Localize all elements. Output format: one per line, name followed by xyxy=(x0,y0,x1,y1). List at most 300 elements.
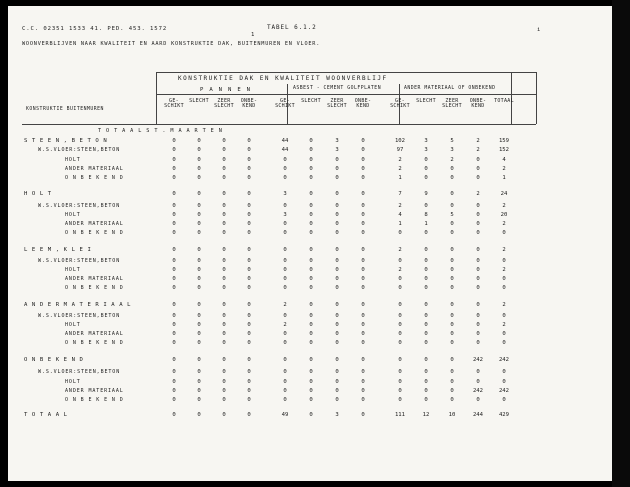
row-label: W.S.VLOER:STEEN,BETON xyxy=(38,313,121,319)
cell-value: 242 xyxy=(498,357,510,363)
cell-value: 0 xyxy=(172,138,176,144)
cell-value: 0 xyxy=(450,302,454,308)
cell-value: 0 xyxy=(283,340,287,346)
cell-value: 0 xyxy=(361,276,365,282)
cell-value: 44 xyxy=(281,138,289,144)
cell-value: 0 xyxy=(197,175,201,181)
cell-value: 0 xyxy=(361,322,365,328)
cell-value: 0 xyxy=(476,203,480,209)
group-header-asbest: ASBEST - CEMENT GOLFPLATEN xyxy=(293,86,382,91)
cell-value: 2 xyxy=(502,203,506,209)
document-code: C.C. 02351 1533 41. PED. 453. 1572 xyxy=(22,26,168,32)
cell-value: 0 xyxy=(476,340,480,346)
cell-value: 2 xyxy=(398,157,402,163)
cell-value: 0 xyxy=(361,285,365,291)
cell-value: 2 xyxy=(502,302,506,308)
cell-value: 0 xyxy=(247,175,251,181)
cell-value: 0 xyxy=(197,369,201,375)
cell-value: 0 xyxy=(309,166,313,172)
cell-value: 0 xyxy=(424,285,428,291)
row-label: W.S.VLOER:STEEN,BETON xyxy=(38,147,121,153)
cell-value: 0 xyxy=(398,258,402,264)
cell-value: 0 xyxy=(335,322,339,328)
cell-value: 0 xyxy=(450,322,454,328)
cell-value: 0 xyxy=(309,221,313,227)
cell-value: 0 xyxy=(222,369,226,375)
cell-value: 0 xyxy=(476,175,480,181)
cell-value: 0 xyxy=(398,230,402,236)
cell-value: 1 xyxy=(398,221,402,227)
cell-value: 0 xyxy=(309,191,313,197)
column-header: ONBE- KEND xyxy=(240,98,258,110)
cell-value: 1 xyxy=(502,175,506,181)
cell-value: 0 xyxy=(247,258,251,264)
row-label: O N B E K E N D xyxy=(24,357,84,363)
cell-value: 0 xyxy=(309,258,313,264)
cell-value: 0 xyxy=(283,313,287,319)
cell-value: 0 xyxy=(247,379,251,385)
cell-value: 0 xyxy=(283,388,287,394)
cell-value: 0 xyxy=(424,166,428,172)
cell-value: 9 xyxy=(424,191,428,197)
row-label: ANDER MATERIAAL xyxy=(65,221,124,227)
cell-value: 0 xyxy=(247,267,251,273)
cell-value: 0 xyxy=(197,302,201,308)
cell-value: 0 xyxy=(222,267,226,273)
cell-value: 10 xyxy=(448,412,456,418)
cell-value: 2 xyxy=(398,267,402,273)
column-header: GE- SCHIKT xyxy=(164,98,184,110)
row-label: HOLT xyxy=(65,212,81,218)
cell-value: 0 xyxy=(172,191,176,197)
cell-value: 0 xyxy=(197,313,201,319)
cell-value: 0 xyxy=(335,276,339,282)
cell-value: 0 xyxy=(172,166,176,172)
cell-value: 0 xyxy=(361,147,365,153)
cell-value: 0 xyxy=(424,157,428,163)
cell-value: 0 xyxy=(309,203,313,209)
cell-value: 0 xyxy=(398,313,402,319)
cell-value: 0 xyxy=(172,276,176,282)
cell-value: 0 xyxy=(197,166,201,172)
row-label: HOLT xyxy=(65,157,81,163)
cell-value: 0 xyxy=(197,267,201,273)
cell-value: 0 xyxy=(222,230,226,236)
cell-value: 3 xyxy=(283,212,287,218)
cell-value: 0 xyxy=(335,397,339,403)
cell-value: 0 xyxy=(172,230,176,236)
cell-value: 242 xyxy=(498,388,510,394)
cell-value: 0 xyxy=(222,340,226,346)
cell-value: 0 xyxy=(197,203,201,209)
cell-value: 0 xyxy=(172,388,176,394)
group-header-pannen: P A N N E N xyxy=(200,87,252,93)
cell-value: 0 xyxy=(398,331,402,337)
cell-value: 0 xyxy=(424,322,428,328)
cell-value: 0 xyxy=(172,212,176,218)
cell-value: 0 xyxy=(361,340,365,346)
cell-value: 0 xyxy=(283,379,287,385)
cell-value: 0 xyxy=(361,191,365,197)
cell-value: 0 xyxy=(197,258,201,264)
page-mark: 1 xyxy=(251,32,256,38)
column-header: ZEER SLECHT xyxy=(442,98,462,110)
cell-value: 0 xyxy=(361,357,365,363)
cell-value: 0 xyxy=(309,322,313,328)
cell-value: 3 xyxy=(450,147,454,153)
table-number: TABEL 6.1.2 xyxy=(267,24,317,31)
cell-value: 0 xyxy=(450,247,454,253)
cell-value: 0 xyxy=(283,157,287,163)
cell-value: 0 xyxy=(197,138,201,144)
cell-value: 0 xyxy=(172,157,176,163)
cell-value: 2 xyxy=(450,157,454,163)
cell-value: 0 xyxy=(476,397,480,403)
cell-value: 2 xyxy=(283,302,287,308)
cell-value: 0 xyxy=(335,313,339,319)
row-label: ANDER MATERIAAL xyxy=(65,166,124,172)
cell-value: 0 xyxy=(424,267,428,273)
cell-value: 0 xyxy=(197,157,201,163)
cell-value: 0 xyxy=(172,313,176,319)
cell-value: 0 xyxy=(222,221,226,227)
cell-value: 0 xyxy=(361,388,365,394)
cell-value: 8 xyxy=(424,212,428,218)
cell-value: 0 xyxy=(283,369,287,375)
cell-value: 0 xyxy=(247,157,251,163)
row-label: W.S.VLOER:STEEN,BETON xyxy=(38,369,121,375)
cell-value: 0 xyxy=(172,147,176,153)
column-header: TOTAAL xyxy=(494,98,514,104)
cell-value: 0 xyxy=(197,379,201,385)
cell-value: 0 xyxy=(398,379,402,385)
cell-value: 0 xyxy=(309,276,313,282)
row-label: L E E M , K L E I xyxy=(24,247,92,253)
cell-value: 0 xyxy=(361,331,365,337)
cell-value: 2 xyxy=(398,247,402,253)
cell-value: 0 xyxy=(172,397,176,403)
cell-value: 0 xyxy=(309,247,313,253)
cell-value: 24 xyxy=(500,191,508,197)
cell-value: 0 xyxy=(335,166,339,172)
cell-value: 0 xyxy=(502,397,506,403)
cell-value: 0 xyxy=(476,369,480,375)
cell-value: 0 xyxy=(247,340,251,346)
cell-value: 0 xyxy=(450,369,454,375)
row-label: HOLT xyxy=(65,267,81,273)
cell-value: 2 xyxy=(476,191,480,197)
cell-value: 7 xyxy=(398,191,402,197)
cell-value: 0 xyxy=(222,191,226,197)
cell-value: 0 xyxy=(172,258,176,264)
cell-value: 0 xyxy=(335,221,339,227)
cell-value: 242 xyxy=(472,388,484,394)
cell-value: 3 xyxy=(424,138,428,144)
cell-value: 0 xyxy=(361,247,365,253)
cell-value: 0 xyxy=(172,379,176,385)
cell-value: 0 xyxy=(335,191,339,197)
cell-value: 1 xyxy=(424,221,428,227)
cell-value: 0 xyxy=(222,388,226,394)
cell-value: 0 xyxy=(247,203,251,209)
cell-value: 0 xyxy=(476,230,480,236)
cell-value: 2 xyxy=(502,247,506,253)
cell-value: 0 xyxy=(476,285,480,291)
cell-value: 3 xyxy=(424,147,428,153)
cell-value: 2 xyxy=(398,203,402,209)
row-label: S T E E N , B E T O N xyxy=(24,138,108,144)
column-header: ZEER SLECHT xyxy=(327,98,347,110)
cell-value: 0 xyxy=(424,247,428,253)
cell-value: 0 xyxy=(197,147,201,153)
cell-value: 0 xyxy=(476,267,480,273)
cell-value: 0 xyxy=(335,340,339,346)
cell-value: 1 xyxy=(398,175,402,181)
cell-value: 0 xyxy=(222,412,226,418)
cell-value: 0 xyxy=(450,388,454,394)
cell-value: 3 xyxy=(335,412,339,418)
row-label: HOLT xyxy=(65,322,81,328)
cell-value: 0 xyxy=(424,397,428,403)
cell-value: 5 xyxy=(450,212,454,218)
scan-edge xyxy=(612,0,630,487)
group-header-ander: ANDER MATERIAAL OF ONBEKEND xyxy=(404,86,496,91)
row-header: KONSTRUKTIE BUITENMUREN xyxy=(26,107,104,112)
cell-value: 0 xyxy=(361,230,365,236)
cell-value: 0 xyxy=(476,258,480,264)
cell-value: 0 xyxy=(309,267,313,273)
cell-value: 0 xyxy=(222,147,226,153)
cell-value: 0 xyxy=(247,313,251,319)
cell-value: 0 xyxy=(222,379,226,385)
cell-value: 0 xyxy=(335,379,339,385)
cell-value: 0 xyxy=(172,369,176,375)
cell-value: 0 xyxy=(197,412,201,418)
cell-value: 0 xyxy=(424,175,428,181)
column-header: GE- SCHIKT xyxy=(275,98,295,110)
cell-value: 0 xyxy=(309,285,313,291)
cell-value: 2 xyxy=(476,138,480,144)
cell-value: 0 xyxy=(361,313,365,319)
cell-value: 0 xyxy=(309,369,313,375)
cell-value: 2 xyxy=(502,267,506,273)
table-title: WOONVERBLIJVEN NAAR KWALITEIT EN AARD KONSTRUKTIE DAK, BUITENMUREN EN VLOER. xyxy=(22,41,321,47)
section-title: T O T A A L S T . M A A R T E N xyxy=(98,128,223,134)
cell-value: 0 xyxy=(398,369,402,375)
cell-value: 5 xyxy=(450,138,454,144)
cell-value: 0 xyxy=(476,302,480,308)
cell-value: 0 xyxy=(424,379,428,385)
cell-value: 0 xyxy=(424,331,428,337)
cell-value: 0 xyxy=(172,357,176,363)
cell-value: 0 xyxy=(502,331,506,337)
column-header: SLECHT xyxy=(189,98,209,104)
cell-value: 0 xyxy=(283,203,287,209)
cell-value: 0 xyxy=(283,166,287,172)
cell-value: 0 xyxy=(309,138,313,144)
cell-value: 0 xyxy=(222,302,226,308)
cell-value: 0 xyxy=(476,276,480,282)
cell-value: 0 xyxy=(247,166,251,172)
cell-value: 0 xyxy=(335,203,339,209)
cell-value: 2 xyxy=(476,147,480,153)
row-label: W.S.VLOER:STEEN,BETON xyxy=(38,203,121,209)
row-label: W.S.VLOER:STEEN,BETON xyxy=(38,258,121,264)
cell-value: 152 xyxy=(498,147,510,153)
cell-value: 3 xyxy=(335,138,339,144)
cell-value: 0 xyxy=(222,331,226,337)
cell-value: 0 xyxy=(283,247,287,253)
cell-value: 0 xyxy=(283,397,287,403)
cell-value: 0 xyxy=(424,276,428,282)
cell-value: 0 xyxy=(450,285,454,291)
cell-value: 0 xyxy=(247,276,251,282)
cell-value: 0 xyxy=(502,369,506,375)
cell-value: 0 xyxy=(335,369,339,375)
cell-value: 0 xyxy=(172,302,176,308)
cell-value: 0 xyxy=(197,212,201,218)
cell-value: 2 xyxy=(502,166,506,172)
cell-value: 0 xyxy=(450,203,454,209)
cell-value: 0 xyxy=(283,331,287,337)
cell-value: 0 xyxy=(476,221,480,227)
cell-value: 0 xyxy=(222,313,226,319)
cell-value: 3 xyxy=(335,147,339,153)
cell-value: 0 xyxy=(222,357,226,363)
cell-value: 0 xyxy=(398,322,402,328)
cell-value: 0 xyxy=(450,191,454,197)
cell-value: 49 xyxy=(281,412,289,418)
cell-value: 0 xyxy=(247,230,251,236)
cell-value: 0 xyxy=(335,357,339,363)
cell-value: 0 xyxy=(222,276,226,282)
cell-value: 0 xyxy=(309,388,313,394)
column-header: ONBE- KEND xyxy=(354,98,372,110)
cell-value: 0 xyxy=(398,285,402,291)
cell-value: 0 xyxy=(222,166,226,172)
cell-value: 0 xyxy=(283,267,287,273)
cell-value: 0 xyxy=(424,203,428,209)
rule xyxy=(156,72,536,73)
cell-value: 0 xyxy=(361,138,365,144)
document-page xyxy=(8,6,612,481)
cell-value: 0 xyxy=(197,285,201,291)
cell-value: 0 xyxy=(247,357,251,363)
cell-value: 0 xyxy=(309,397,313,403)
cell-value: 0 xyxy=(398,397,402,403)
rule xyxy=(536,72,537,124)
cell-value: 0 xyxy=(398,276,402,282)
cell-value: 0 xyxy=(361,221,365,227)
cell-value: 0 xyxy=(335,230,339,236)
cell-value: 102 xyxy=(394,138,406,144)
cell-value: 0 xyxy=(222,175,226,181)
cell-value: 0 xyxy=(283,285,287,291)
cell-value: 0 xyxy=(424,313,428,319)
cell-value: 3 xyxy=(283,191,287,197)
cell-value: 0 xyxy=(247,191,251,197)
cell-value: 0 xyxy=(424,388,428,394)
cell-value: 0 xyxy=(247,322,251,328)
cell-value: 0 xyxy=(197,340,201,346)
cell-value: 0 xyxy=(502,340,506,346)
cell-value: 0 xyxy=(361,369,365,375)
cell-value: 0 xyxy=(309,175,313,181)
cell-value: 0 xyxy=(335,247,339,253)
cell-value: 0 xyxy=(309,379,313,385)
cell-value: 0 xyxy=(309,357,313,363)
row-label: ANDER MATERIAAL xyxy=(65,388,124,394)
cell-value: 0 xyxy=(247,247,251,253)
cell-value: 242 xyxy=(472,357,484,363)
cell-value: 0 xyxy=(197,221,201,227)
cell-value: 0 xyxy=(476,313,480,319)
cell-value: 0 xyxy=(309,147,313,153)
cell-value: 0 xyxy=(247,221,251,227)
cell-value: 0 xyxy=(283,230,287,236)
cell-value: 0 xyxy=(398,357,402,363)
cell-value: 0 xyxy=(309,230,313,236)
cell-value: 0 xyxy=(424,258,428,264)
cell-value: 0 xyxy=(247,388,251,394)
cell-value: 0 xyxy=(283,276,287,282)
cell-value: 0 xyxy=(247,212,251,218)
cell-value: 0 xyxy=(197,388,201,394)
cell-value: 0 xyxy=(222,203,226,209)
rule xyxy=(22,124,536,125)
cell-value: 0 xyxy=(197,247,201,253)
row-label: A N D E R M A T E R I A A L xyxy=(24,302,132,308)
cell-value: 0 xyxy=(450,331,454,337)
cell-value: 0 xyxy=(309,212,313,218)
row-label: H O L T xyxy=(24,191,52,197)
cell-value: 0 xyxy=(172,175,176,181)
cell-value: 0 xyxy=(476,212,480,218)
cell-value: 0 xyxy=(450,276,454,282)
cell-value: 0 xyxy=(398,302,402,308)
row-label: T O T A A L xyxy=(24,412,68,418)
cell-value: 97 xyxy=(396,147,404,153)
cell-value: 0 xyxy=(476,331,480,337)
cell-value: 0 xyxy=(335,285,339,291)
cell-value: 2 xyxy=(398,166,402,172)
cell-value: 4 xyxy=(502,157,506,163)
cell-value: 0 xyxy=(424,340,428,346)
cell-value: 0 xyxy=(450,166,454,172)
cell-value: 0 xyxy=(247,331,251,337)
row-label: HOLT xyxy=(65,379,81,385)
cell-value: 0 xyxy=(476,379,480,385)
cell-value: 0 xyxy=(247,412,251,418)
cell-value: 0 xyxy=(476,247,480,253)
cell-value: 0 xyxy=(361,157,365,163)
row-label: O N B E K E N D xyxy=(65,397,124,403)
cell-value: 0 xyxy=(172,331,176,337)
cell-value: 0 xyxy=(450,267,454,273)
row-label: O N B E K E N D xyxy=(65,230,124,236)
row-label: ANDER MATERIAAL xyxy=(65,331,124,337)
cell-value: 0 xyxy=(197,357,201,363)
cell-value: 0 xyxy=(361,258,365,264)
cell-value: 0 xyxy=(309,340,313,346)
cell-value: 0 xyxy=(361,175,365,181)
cell-value: 0 xyxy=(309,302,313,308)
cell-value: 0 xyxy=(197,397,201,403)
cell-value: 0 xyxy=(335,175,339,181)
column-header: ONBE- KEND xyxy=(469,98,487,110)
cell-value: 0 xyxy=(450,258,454,264)
cell-value: 0 xyxy=(247,397,251,403)
